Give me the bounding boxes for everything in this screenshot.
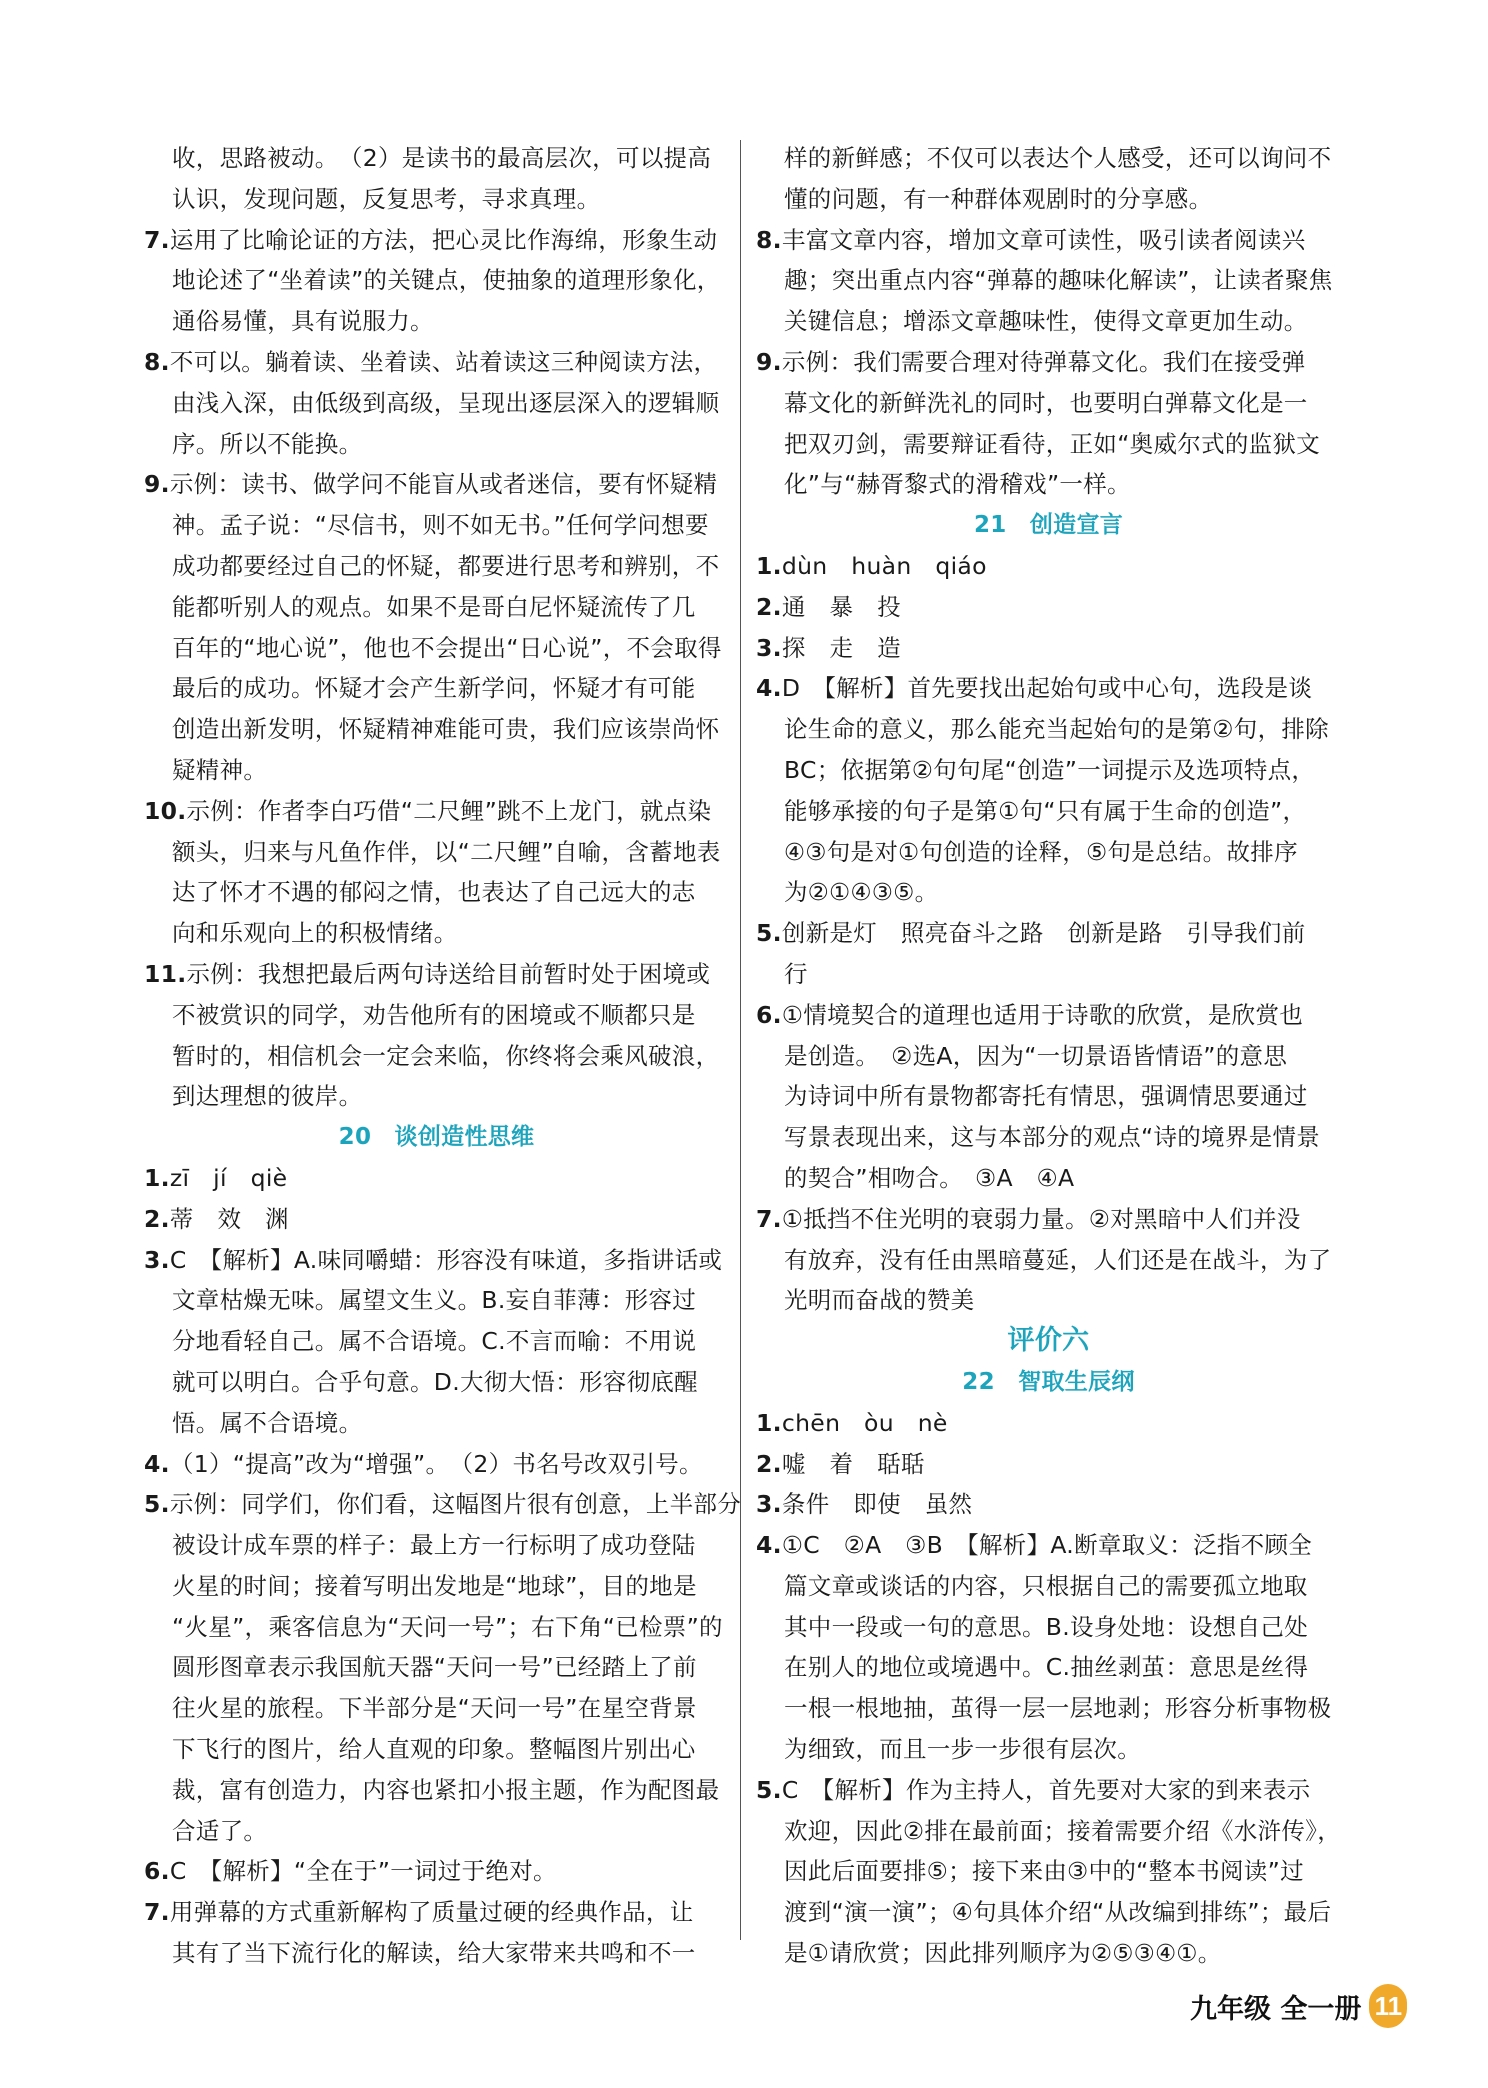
answer-line (144, 1811, 729, 1852)
answer-text: 最后的成功。怀疑才会产生新学问，怀疑才有可能 (172, 674, 696, 703)
answer-text: 运用了比喻论证的方法，把心灵比作海绵，形象生动 (169, 225, 718, 254)
answer-line (144, 1525, 729, 1566)
answer-text: “火星”，乘客信息为“天问一号”；右下角“已检票”的 (172, 1612, 723, 1641)
answer-item (756, 628, 1341, 669)
item-number: 4. (756, 1531, 782, 1560)
answer-line (756, 1117, 1341, 1158)
answer-text: 就可以明白。合乎句意。D.大彻大悟：形容彻底醒 (172, 1367, 698, 1396)
answer-text: 额头，归来与凡鱼作伴，以“二尺鲤”自喻，含蓄地表 (172, 837, 721, 866)
answer-text: 趣；突出重点内容“弹幕的趣味化解读”，让读者聚焦 (784, 266, 1333, 295)
answer-line (144, 750, 729, 791)
answer-item (756, 1403, 1341, 1444)
answer-item (144, 1484, 742, 1525)
answer-text: 用弹幕的方式重新解构了质量过硬的经典作品，让 (169, 1898, 694, 1927)
answer-text: 探 走 造 (781, 633, 901, 662)
item-number: 1. (144, 1163, 170, 1192)
answer-line (756, 1811, 1341, 1852)
right-column (756, 138, 1341, 1974)
answer-text: 为②①④③⑤。 (784, 878, 939, 907)
answer-item (144, 1158, 729, 1199)
answer-line (756, 1851, 1341, 1892)
answer-line (144, 587, 729, 628)
section-heading: 21 创造宣言 (973, 512, 1124, 539)
answer-line (144, 138, 729, 179)
answer-item (756, 913, 1341, 954)
answer-line (756, 1933, 1341, 1974)
answer-text: 神。孟子说：“尽信书，则不如无书。”任何学问想要 (172, 511, 709, 540)
answer-text: 不可以。躺着读、坐着读、站着读这三种阅读方法， (169, 347, 718, 376)
page-number-badge: 11 (1369, 1984, 1407, 2028)
item-number: 7. (144, 225, 170, 254)
item-number: 3. (756, 633, 782, 662)
item-number: 4. (144, 1449, 170, 1478)
answer-text: D 【解析】首先要找出起始句或中心句，选段是谈 (781, 674, 1313, 703)
answer-line (144, 1566, 729, 1607)
answer-line (756, 1280, 1341, 1321)
answer-item (144, 791, 729, 832)
item-number: 6. (144, 1857, 170, 1886)
answer-text: 创新是灯 照亮奋斗之路 创新是路 引导我们前 (781, 919, 1306, 948)
answer-text: 的契合”相吻合。 ③A ④A (784, 1163, 1075, 1192)
answer-line (756, 1892, 1341, 1933)
answer-line (144, 301, 729, 342)
answer-text: zī jí qiè (169, 1163, 288, 1192)
answer-text: 示例：同学们，你们看，这幅图片很有创意，上半部分 (169, 1490, 742, 1519)
answer-text: 通 暴 投 (781, 592, 901, 621)
answer-text: 把双刃剑，需要辩证看待，正如“奥威尔式的监狱文 (784, 429, 1321, 458)
answer-text: 向和乐观向上的积极情绪。 (172, 919, 458, 948)
answer-text: 百年的“地心说”，他也不会提出“日心说”，不会取得 (172, 633, 722, 662)
answer-text: 幕文化的新鲜洗礼的同时，也要明白弹幕文化是一 (784, 388, 1308, 417)
answer-item (144, 342, 729, 383)
item-number: 3. (756, 1490, 782, 1519)
answer-line (756, 1036, 1341, 1077)
answer-line (144, 1036, 729, 1077)
answer-line (144, 668, 729, 709)
answer-text: 示例：读书、做学问不能盲从或者迷信，要有怀疑精 (169, 470, 718, 499)
answer-text: 为细致，而且一步一步很有层次。 (784, 1735, 1141, 1764)
answer-text: 圆形图章表示我国航天器“天问一号”已经踏上了前 (172, 1653, 697, 1682)
answer-text: 行 (784, 959, 808, 988)
item-number: 1. (756, 1408, 782, 1437)
answer-line (756, 464, 1341, 505)
answer-item (756, 1770, 1341, 1811)
answer-line (144, 832, 729, 873)
answer-text: 文章枯燥无味。属望文生义。B.妄自菲薄：形容过 (172, 1286, 696, 1315)
answer-line (756, 179, 1341, 220)
answer-text: 创造出新发明，怀疑精神难能可贵，我们应该崇尚怀 (172, 715, 720, 744)
answer-line (756, 1688, 1341, 1729)
item-number: 7. (756, 1204, 782, 1233)
answer-item (144, 220, 729, 261)
answer-text: 其中一段或一句的意思。B.设身处地：设想自己处 (784, 1612, 1308, 1641)
item-number: 3. (144, 1245, 170, 1274)
item-number: 7. (144, 1898, 170, 1927)
item-number: 5. (144, 1490, 170, 1519)
answer-item (144, 1892, 729, 1933)
item-number: 6. (756, 1000, 782, 1029)
answer-line (144, 546, 729, 587)
left-column (144, 138, 742, 1974)
answer-text: 是①请欣赏；因此排列顺序为②⑤③④①。 (784, 1939, 1222, 1968)
item-number: 8. (144, 347, 170, 376)
answer-text: 被设计成车票的样子：最上方一行标明了成功登陆 (172, 1531, 696, 1560)
item-number: 8. (756, 225, 782, 254)
section-heading: 20 谈创造性思维 (338, 1124, 535, 1151)
answer-text: 蒂 效 渊 (169, 1204, 289, 1233)
item-number: 9. (144, 470, 170, 499)
answer-text: 因此后面要排⑤；接下来由③中的“整本书阅读”过 (784, 1857, 1304, 1886)
answer-line (144, 1280, 729, 1321)
answer-text: 样的新鲜感；不仅可以表达个人感受，还可以询问不 (784, 144, 1332, 172)
answer-line (144, 1321, 729, 1362)
answer-line (756, 832, 1341, 873)
item-number: 2. (756, 592, 782, 621)
answer-line (144, 628, 729, 669)
answer-line (144, 913, 729, 954)
answer-line (756, 1729, 1341, 1770)
answer-text: ①C ②A ③B 【解析】A.断章取义：泛指不顾全 (781, 1531, 1313, 1560)
answer-text: 收，思路被动。 （2）是读书的最高层次，可以提高 (172, 144, 712, 172)
item-number: 5. (756, 919, 782, 948)
answer-text: 到达理想的彼岸。 (172, 1082, 363, 1111)
answer-text: 下飞行的图片，给人直观的印象。整幅图片别出心 (172, 1735, 696, 1764)
answer-item (756, 1525, 1341, 1566)
answer-text: 分地看轻自己。属不合语境。C.不言而喻：不用说 (172, 1327, 697, 1356)
answer-line (756, 383, 1341, 424)
answer-line (756, 954, 1341, 995)
answer-line (144, 1403, 729, 1444)
grade-label: 九年级 全一册 (1190, 1993, 1362, 2025)
answer-line (144, 260, 729, 301)
answer-text: ①情境契合的道理也适用于诗歌的欣赏，是欣赏也 (781, 1000, 1304, 1029)
section-heading: 22 智取生辰纲 (962, 1368, 1135, 1395)
answer-item (756, 1484, 1341, 1525)
answer-line (756, 1158, 1341, 1199)
answer-text: 懂的问题，有一种群体观剧时的分享感。 (784, 184, 1213, 213)
answer-line (144, 1607, 729, 1648)
answer-item (144, 1851, 729, 1892)
answer-item (756, 995, 1341, 1036)
answer-line (756, 1566, 1341, 1607)
item-number: 4. (756, 674, 782, 703)
answer-line (756, 1607, 1341, 1648)
answer-line (756, 260, 1341, 301)
answer-line (756, 791, 1341, 832)
answer-item (756, 220, 1341, 261)
answer-text: C 【解析】“全在于”一词过于绝对。 (169, 1857, 557, 1886)
answer-item (144, 1240, 729, 1281)
answer-text: dùn huàn qiáo (781, 551, 987, 580)
answer-item (756, 1199, 1341, 1240)
item-number: 2. (144, 1204, 170, 1233)
answer-text: 能够承接的句子是第①句“只有属于生命的创造”， (784, 796, 1307, 825)
answer-line (144, 709, 729, 750)
answer-text: chēn òu nè (781, 1408, 948, 1437)
answer-text: 不被赏识的同学，劝告他所有的困境或不顺都只是 (172, 1000, 696, 1029)
answer-text: 是创造。 ②选A，因为“一切景语皆情语”的意思 (784, 1041, 1288, 1070)
answer-text: ④③句是对①句创造的诠释，⑤句是总结。故排序 (784, 837, 1298, 866)
answer-line (144, 1076, 729, 1117)
answer-text: ①抵挡不住光明的衰弱力量。②对黑暗中人们并没 (781, 1204, 1301, 1233)
answer-line (756, 1076, 1341, 1117)
answer-text: 往火星的旅程。下半部分是“天问一号”在星空背景 (172, 1694, 697, 1723)
answer-text: （1）“提高”改为“增强”。 （2）书名号改双引号。 (169, 1449, 703, 1478)
answer-text: 关键信息；增添文章趣味性，使得文章更加生动。 (784, 307, 1308, 336)
answer-text: 嘘 着 聒聒 (781, 1449, 925, 1478)
answer-text: 成功都要经过自己的怀疑，都要进行思考和辨别，不 (172, 551, 720, 580)
answer-text: 合适了。 (172, 1816, 268, 1845)
column-divider (740, 140, 741, 1940)
answer-item (144, 954, 729, 995)
answer-text: 其有了当下流行化的解读，给大家带来共鸣和不一 (172, 1939, 696, 1968)
answer-item (144, 464, 729, 505)
answer-text: 论生命的意义，那么能充当起始句的是第②句，排除 (784, 715, 1329, 744)
answer-line (756, 872, 1341, 913)
answer-text: 化”与“赫胥黎式的滑稽戏”一样。 (784, 470, 1131, 499)
answer-text: C 【解析】A.味同嚼蜡：形容没有味道，多指讲话或 (169, 1245, 723, 1274)
answer-text: 示例：我们需要合理对待弹幕文化。我们在接受弹 (781, 347, 1306, 376)
answer-text: 认识，发现问题，反复思考，寻求真理。 (172, 184, 601, 213)
answer-text: 示例：作者李白巧借“二尺鲤”跳不上龙门，就点染 (186, 796, 712, 825)
answer-line (756, 709, 1341, 750)
answer-item (756, 342, 1341, 383)
answer-line (144, 383, 729, 424)
answer-line (756, 1647, 1341, 1688)
answer-line (144, 1647, 729, 1688)
answer-line (756, 750, 1341, 791)
item-number: 11. (144, 959, 187, 988)
answer-line (144, 1770, 729, 1811)
answer-line (756, 138, 1341, 179)
answer-item (144, 1444, 729, 1485)
answer-text: 裁，富有创造力，内容也紧扣小报主题，作为配图最 (172, 1775, 720, 1804)
answer-text: 条件 即使 虽然 (781, 1490, 973, 1519)
answer-text: 渡到“演一演”；④句具体介绍“从改编到排练”；最后 (784, 1898, 1332, 1927)
item-number: 5. (756, 1775, 782, 1804)
answer-item (756, 587, 1341, 628)
answer-text: 疑精神。 (172, 755, 268, 784)
answer-text: BC；依据第②句句尾“创造”一词提示及选项特点， (784, 755, 1316, 784)
answer-line (756, 301, 1341, 342)
unit-heading: 评价六 (1007, 1325, 1090, 1357)
answer-text: 能都听别人的观点。如果不是哥白尼怀疑流传了几 (172, 592, 696, 621)
answer-item (756, 1444, 1341, 1485)
page-footer (1190, 1984, 1407, 2028)
answer-item (756, 546, 1341, 587)
answer-text: C 【解析】作为主持人，首先要对大家的到来表示 (781, 1775, 1311, 1804)
answer-text: 暂时的，相信机会一定会来临，你终将会乘风破浪， (172, 1041, 720, 1070)
answer-text: 为诗词中所有景物都寄托有情思，强调情思要通过 (784, 1082, 1308, 1111)
answer-line (144, 872, 729, 913)
answer-item (756, 668, 1341, 709)
answer-text: 写景表现出来，这与本部分的观点“诗的境界是情景 (784, 1123, 1321, 1152)
answer-text: 悟。属不合语境。 (172, 1408, 363, 1437)
answer-text: 有放弃，没有任由黑暗蔓延，人们还是在战斗，为了 (784, 1245, 1332, 1274)
answer-line (144, 505, 729, 546)
answer-line (144, 179, 729, 220)
answer-text: 序。所以不能换。 (172, 429, 363, 458)
item-number: 9. (756, 347, 782, 376)
answer-text: 通俗易懂，具有说服力。 (172, 307, 434, 336)
item-number: 10. (144, 796, 187, 825)
answer-text: 光明而奋战的赞美 (784, 1286, 975, 1315)
answer-line (144, 1362, 729, 1403)
item-number: 1. (756, 551, 782, 580)
answer-line (144, 424, 729, 465)
answer-text: 示例：我想把最后两句诗送给目前暂时处于困境或 (186, 959, 711, 988)
answer-text: 丰富文章内容，增加文章可读性，吸引读者阅读兴 (781, 225, 1306, 254)
answer-text: 篇文章或谈话的内容，只根据自己的需要孤立地取 (784, 1571, 1308, 1600)
answer-line (144, 1933, 729, 1974)
answer-text: 在别人的地位或境遇中。C.抽丝剥茧：意思是丝得 (784, 1653, 1309, 1682)
answer-text: 火星的时间；接着写明出发地是“地球”，目的地是 (172, 1571, 697, 1600)
answer-text: 一根一根地抽，茧得一层一层地剥；形容分析事物极 (784, 1694, 1332, 1723)
answer-item (144, 1199, 729, 1240)
answer-line (144, 1729, 729, 1770)
answer-text: 地论述了“坐着读”的关键点，使抽象的道理形象化， (172, 266, 721, 295)
item-number: 2. (756, 1449, 782, 1478)
answer-line (756, 1240, 1341, 1281)
answer-text: 达了怀才不遇的郁闷之情，也表达了自己远大的志 (172, 878, 696, 907)
answer-line (144, 995, 729, 1036)
answer-line (756, 424, 1341, 465)
answer-text: 欢迎，因此②排在最前面；接着需要介绍《水浒传》， (784, 1816, 1342, 1845)
answer-line (144, 1688, 729, 1729)
answer-text: 由浅入深，由低级到高级，呈现出逐层深入的逻辑顺 (172, 388, 720, 417)
